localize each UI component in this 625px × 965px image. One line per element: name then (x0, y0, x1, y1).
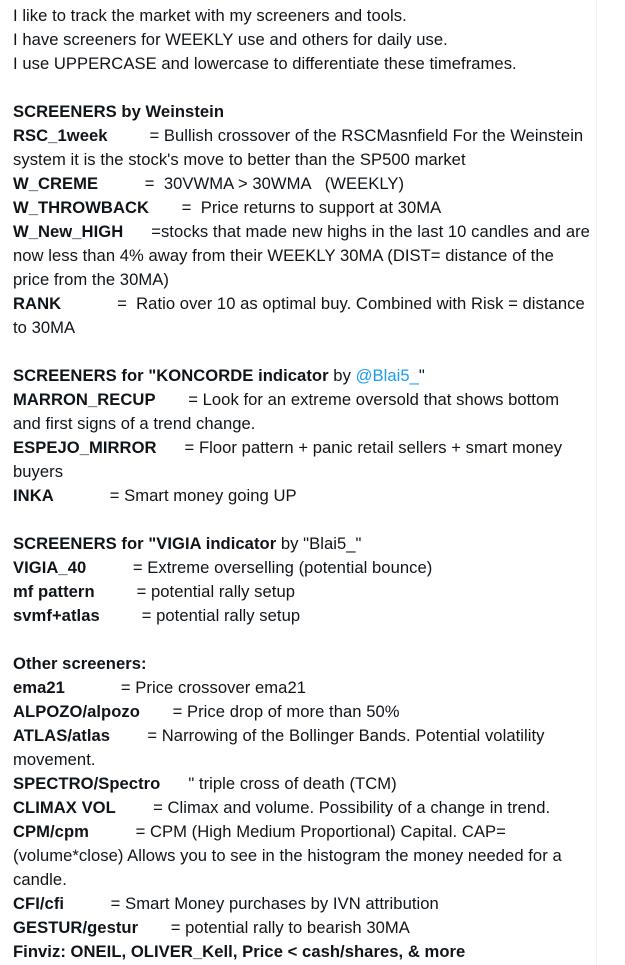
screener-desc: " triple cross of death (TCM) (188, 774, 397, 793)
screener-desc: = Price crossover ema21 (120, 678, 306, 697)
screener-desc: = Extreme overselling (potential bounce) (132, 558, 433, 577)
screener-desc: = Price drop of more than 50% (172, 702, 400, 721)
screener-item (13, 484, 590, 508)
screener-name: RANK (13, 294, 62, 313)
screener-name: VIGIA_40 (13, 558, 87, 577)
mention-link[interactable]: @Blai5_ (355, 366, 419, 385)
section-heading-koncorde: SCREENERS for "KONCORDE indicator by @Blai5_" (13, 366, 425, 385)
screener-item (13, 916, 590, 940)
screener-name: W_CREME (13, 174, 99, 193)
screener-item (13, 220, 595, 292)
screener-name: ALPOZO/alpozo (13, 702, 140, 721)
screener-name: MARRON_RECUP (13, 390, 156, 409)
screener-name: SPECTRO/Spectro (13, 774, 161, 793)
screener-item (13, 172, 590, 196)
spacer (13, 76, 590, 100)
screener-item (13, 556, 590, 580)
section-heading-vigia: SCREENERS for "VIGIA indicator by "Blai5_" (13, 534, 362, 553)
screener-item (13, 892, 590, 916)
screener-desc: = potential rally setup (136, 582, 296, 601)
screener-desc: = CPM (High Medium Proportional) Capital. CAP= (volume*close) Allows you to see in the histogram the money needed for a candle. (13, 822, 567, 889)
spacer (13, 508, 590, 532)
screener-name: W_New_HIGH (13, 222, 124, 241)
screener-desc: = Narrowing of the Bollinger Bands. Potential volatility movement. (13, 726, 550, 769)
screener-name: mf pattern (13, 582, 95, 601)
screener-item (13, 700, 590, 724)
screener-name: RSC_1week (13, 126, 108, 145)
screener-desc: = Smart Money purchases by IVN attribution (110, 894, 439, 913)
screener-desc: =stocks that made new highs in the last 10 candles and are now less than 4% away from their WEEKLY 30MA (DIST= distance of the price from the 30MA) (13, 222, 595, 289)
screener-item (13, 724, 590, 772)
screener-item (13, 196, 590, 220)
screener-desc: = Price returns to support at 30MA (181, 198, 442, 217)
screener-desc: = Climax and volume. Possibility of a change in trend. (153, 798, 551, 817)
screener-item (13, 124, 590, 172)
screener-name: GESTUR/gestur (13, 918, 139, 937)
screener-desc: = Ratio over 10 as optimal buy. Combined with Risk = distance to 30MA (13, 294, 590, 337)
screener-name: CLIMAX VOL (13, 798, 116, 817)
column-divider (596, 0, 597, 965)
screener-item (13, 796, 590, 820)
screener-item (13, 604, 590, 628)
screener-name: INKA (13, 486, 54, 505)
screener-desc: = potential rally to bearish 30MA (170, 918, 410, 937)
screener-name: CPM/cpm (13, 822, 89, 841)
screener-desc: = Smart money going UP (109, 486, 297, 505)
screener-desc: = Floor pattern + panic retail sellers + smart money buyers (13, 438, 567, 481)
screener-name: W_THROWBACK (13, 198, 150, 217)
screener-item (13, 292, 590, 340)
finviz-line: Finviz: ONEIL, OLIVER_Kell, Price < cash/shares, & more (13, 942, 466, 961)
screener-item (13, 388, 590, 436)
screener-item (13, 820, 590, 892)
screener-desc: = Bullish crossover of the RSCMasnfield For the Weinstein system it is the stock's move to better than the SP500 market (13, 126, 588, 169)
spacer (13, 340, 590, 364)
screener-desc: = 30VWMA > 30WMA (WEEKLY) (144, 174, 405, 193)
screener-name: ESPEJO_MIRROR (13, 438, 157, 457)
screener-name: svmf+atlas (13, 606, 100, 625)
section-heading-other: Other screeners: (13, 654, 147, 673)
screener-name: CFI/cfi (13, 894, 65, 913)
screener-item (13, 580, 590, 604)
screener-desc: = Look for an extreme oversold that shows bottom and first signs of a trend change. (13, 390, 564, 433)
screener-item (13, 436, 590, 484)
spacer (13, 628, 590, 652)
intro-line: I have screeners for WEEKLY use and others for daily use. (13, 30, 448, 49)
screener-name: ema21 (13, 678, 65, 697)
intro-line: I like to track the market with my screeners and tools. (13, 6, 407, 25)
screener-desc: = potential rally setup (141, 606, 301, 625)
screener-item (13, 772, 590, 796)
screener-name: ATLAS/atlas (13, 726, 111, 745)
screener-item (13, 676, 590, 700)
section-heading-weinstein: SCREENERS by Weinstein (13, 102, 225, 121)
intro-line: I use UPPERCASE and lowercase to differentiate these timeframes. (13, 54, 517, 73)
